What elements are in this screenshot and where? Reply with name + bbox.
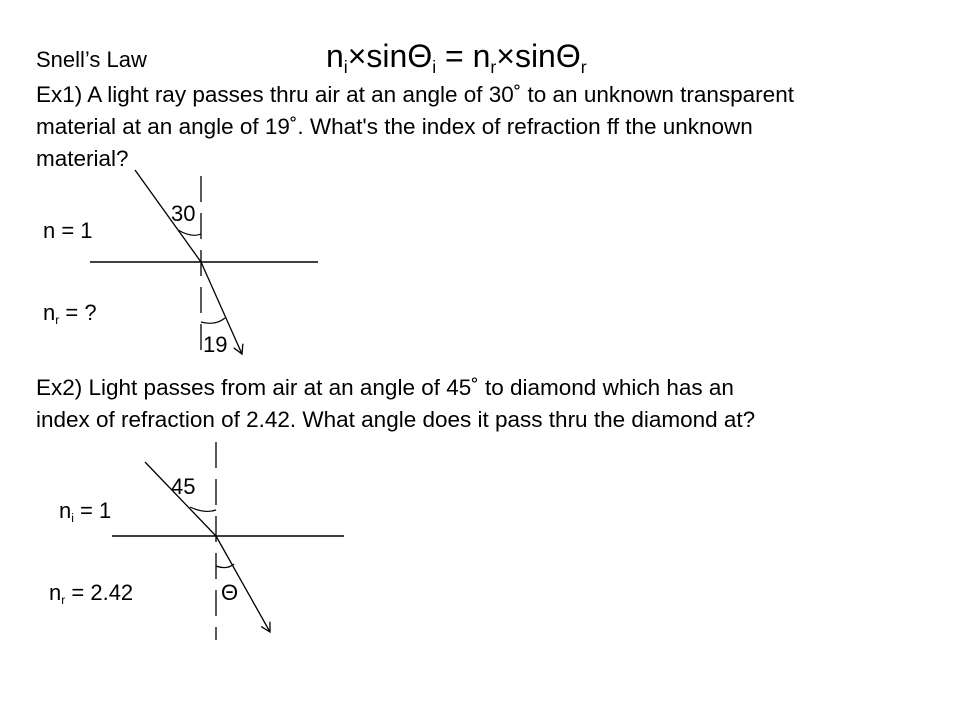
formula-sub-theta-i: i [432,57,437,78]
formula-equals: = [436,38,473,74]
formula-n-r: n [472,38,491,74]
ex2-n-bottom-value: = 2.42 [65,580,134,605]
ex2-line-1: Ex2) Light passes from air at an angle of 45˚ to diamond which has an [36,375,734,400]
ex1-n-bottom-n: n [43,300,56,325]
formula-sub-theta-r: r [580,57,587,78]
formula-sub-r: r [490,57,497,78]
ex2-incident-ray [145,462,216,536]
ex1-n-top-label: n = 1 [43,218,93,243]
formula-n-i: n [326,38,344,74]
ex2-diagram [112,442,344,640]
ex2-line-2: index of refraction of 2.42. What angle does it pass thru the diamond at? [36,407,756,432]
ex2-n-top-value: = 1 [73,498,112,523]
formula-sin-theta-r: ×sinΘ [496,38,581,74]
ex1-line-3: material? [36,146,129,171]
ex1-line-1: Ex1) A light ray passes thru air at an angle of 30˚ to an unknown transparent [36,82,794,107]
ex1-incident-angle-label: 30 [171,201,196,226]
ex1-incident-ray [135,170,201,262]
ex2-incident-angle-arc [190,507,216,511]
ex2-n-top-n: n [59,498,72,523]
page-title: Snell’s Law [36,47,147,72]
ex2-n-top-sub: i [71,511,74,526]
ex1-refracted-angle-arc [201,318,225,323]
ex2-refracted-angle-label: Θ [221,580,239,605]
formula-sub-i: i [343,57,348,78]
formula-sin-theta-i: ×sinΘ [347,38,433,74]
ex2-n-bottom-n: n [49,580,62,605]
ex1-diagram [90,170,318,354]
ex2-incident-angle-label: 45 [171,474,196,499]
ex1-refracted-ray [201,262,242,354]
ex1-refracted-angle-label: 19 [203,332,228,357]
ex1-line-2: material at an angle of 19˚. What's the index of refraction ff the unknown [36,114,753,139]
ex2-refracted-ray [216,536,270,632]
ex2-n-bottom-sub: r [61,593,66,608]
ex1-n-bottom-sub: r [55,313,60,328]
ex2-refracted-angle-arc [216,564,234,568]
ex1-n-bottom-value: = ? [59,300,97,325]
